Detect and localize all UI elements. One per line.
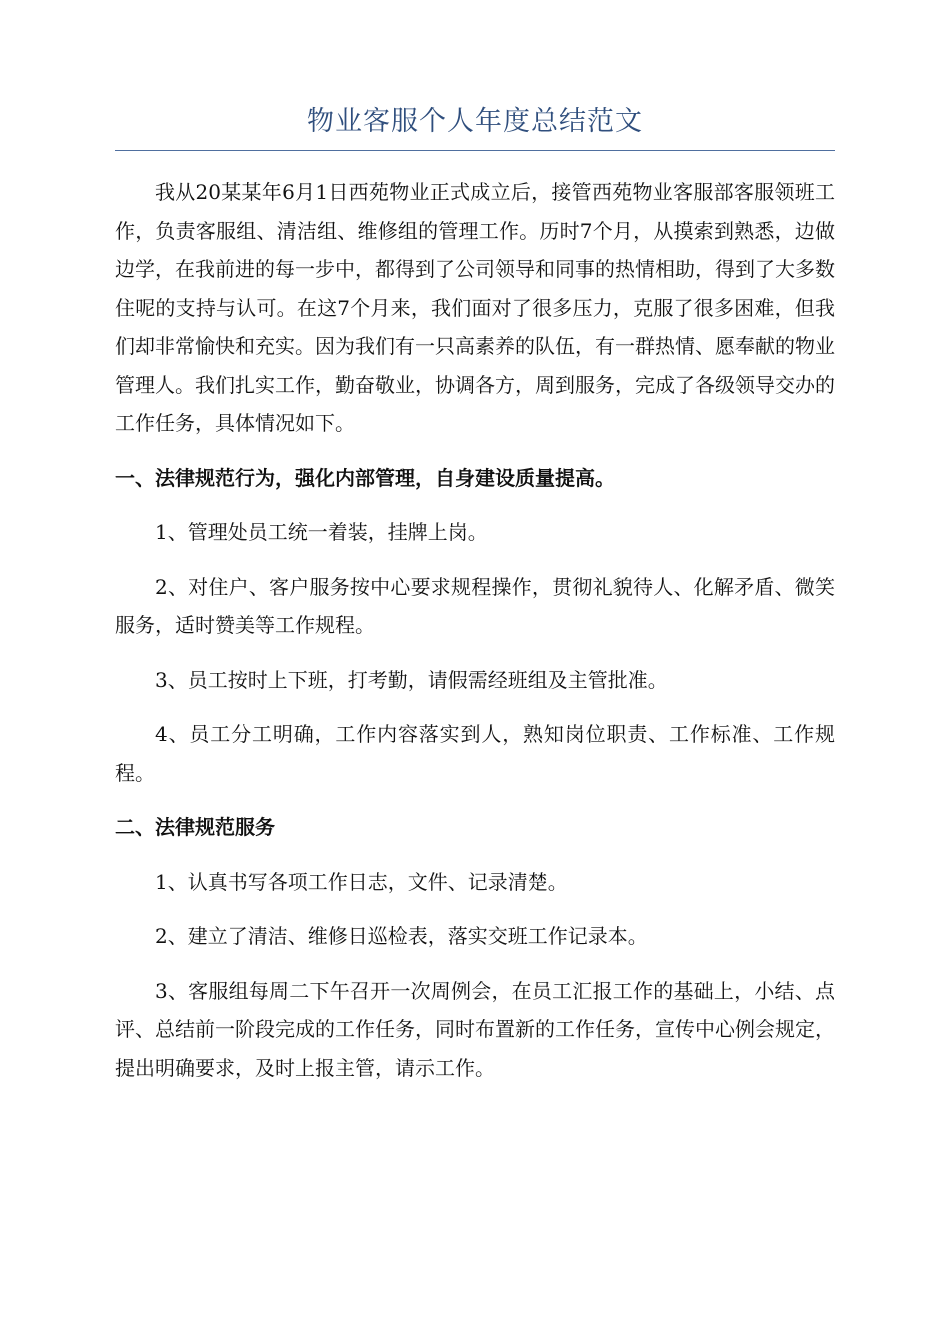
list-item: 3、员工按时上下班，打考勤，请假需经班组及主管批准。 [155, 667, 668, 692]
document-title: 物业客服个人年度总结范文 [307, 106, 643, 137]
list-item: 2、建立了清洁、维修日巡检表，落实交班工作记录本。 [155, 924, 648, 948]
title-underline [115, 150, 835, 151]
list-item: 4、员工分工明确，工作内容落实到人，熟知岗位职责、工作标准、工作规程。 [115, 722, 835, 785]
intro-paragraph: 我从20某某年6月1日西苑物业正式成立后，接管西苑物业客服部客服领班工作，负责客服组、清洁组、维修组的管理工作。历时7个月，从摸索到熟悉，边做边学，在我前进的每一步中，都得到了公司领导和同事的热情相助，得到了大多数住呢的支持与认可。在这7个月来，我们面对了很多压力，克服了很多困难，但我们却非常愉快和充实。因为我们有一只高素养的队伍，有一群热情、愿奉献的物业管理人。我们扎实工作，勤奋敬业，协调各方，周到服务，完成了各级领导交办的工作任务，具体情况如下。 [115, 180, 835, 435]
list-item: 2、对住户、客户服务按中心要求规程操作，贯彻礼貌待人、化解矛盾、微笑服务，适时赞美等工作规程。 [115, 574, 835, 637]
section-heading-1: 一、法律规范行为，强化内部管理，自身建设质量提高。 [115, 465, 615, 490]
list-item: 1、认真书写各项工作日志，文件、记录清楚。 [155, 869, 568, 894]
list-item: 1、管理处员工统一着装，挂牌上岗。 [155, 520, 488, 544]
document-page [115, 100, 835, 1087]
list-item: 3、客服组每周二下午召开一次周例会，在员工汇报工作的基础上，小结、点评、总结前一阶段完成的工作任务，同时布置新的工作任务，宣传中心例会规定，提出明确要求，及时上报主管，请示工作。 [115, 978, 835, 1080]
section-heading-2: 二、法律规范服务 [115, 815, 275, 839]
